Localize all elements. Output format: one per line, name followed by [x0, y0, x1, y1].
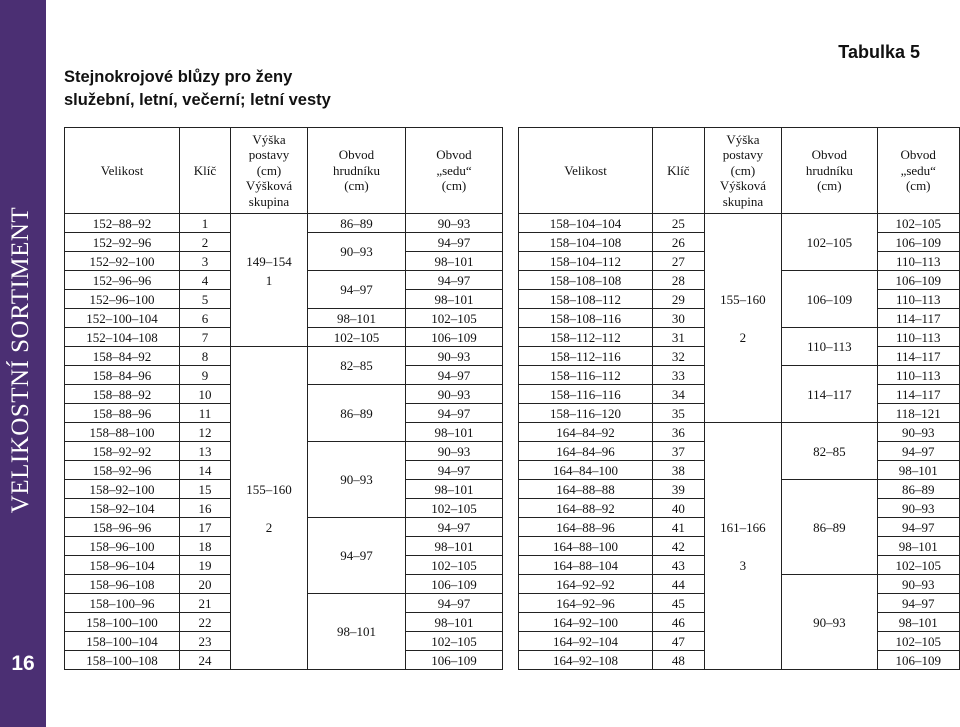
table-row: [65, 575, 503, 594]
vyska-cell: [231, 366, 308, 385]
size-table-left: [64, 127, 503, 670]
side-title: VELIKOSTNÍ SORTIMENT: [7, 206, 34, 514]
klic-cell: 16: [180, 499, 231, 518]
table-row: [519, 632, 960, 651]
header-row: [519, 128, 960, 214]
velikost-cell: 158–116–112: [519, 366, 653, 385]
velikost-cell: 158–92–100: [65, 480, 180, 499]
table-row: [519, 461, 960, 480]
klic-cell: 22: [180, 613, 231, 632]
velikost-cell: 164–92–104: [519, 632, 653, 651]
hrudnik-cell: 102–105: [308, 328, 406, 347]
table-row: [65, 404, 503, 423]
sed-cell: 90–93: [406, 347, 503, 366]
hrudnik-cell: 82–85: [308, 347, 406, 385]
sed-cell: 98–101: [877, 537, 960, 556]
vyska-cell: [231, 613, 308, 632]
sed-cell: 114–117: [877, 385, 960, 404]
velikost-cell: 158–108–112: [519, 290, 653, 309]
velikost-cell: 164–92–96: [519, 594, 653, 613]
klic-cell: 4: [180, 271, 231, 290]
table-row: [65, 480, 503, 499]
velikost-cell: 158–96–100: [65, 537, 180, 556]
table-row: [65, 309, 503, 328]
header-row: [65, 128, 503, 214]
vyska-cell: [231, 499, 308, 518]
vyska-cell: [704, 366, 782, 385]
sed-cell: 90–93: [877, 423, 960, 442]
table-row: [65, 347, 503, 366]
sed-cell: 102–105: [406, 309, 503, 328]
sed-cell: 90–93: [877, 499, 960, 518]
sed-cell: 90–93: [406, 442, 503, 461]
vyska-cell: [231, 309, 308, 328]
vyska-cell: [704, 309, 782, 328]
velikost-cell: 158–96–104: [65, 556, 180, 575]
vyska-cell: [231, 404, 308, 423]
table-row: [519, 442, 960, 461]
sed-cell: 106–109: [877, 233, 960, 252]
hrudnik-cell: 98–101: [308, 594, 406, 670]
velikost-cell: 164–84–100: [519, 461, 653, 480]
hrudnik-cell: 94–97: [308, 518, 406, 594]
sed-cell: 98–101: [406, 252, 503, 271]
sed-cell: 98–101: [406, 537, 503, 556]
hrudnik-cell: 106–109: [782, 271, 877, 328]
vyska-cell: [231, 385, 308, 404]
sed-cell: 94–97: [406, 594, 503, 613]
velikost-cell: 158–96–108: [65, 575, 180, 594]
velikost-cell: 158–92–92: [65, 442, 180, 461]
table-row: [65, 214, 503, 233]
heading-line-1: Stejnokrojové blůzy pro ženy: [64, 68, 293, 86]
velikost-cell: 152–100–104: [65, 309, 180, 328]
sed-cell: 118–121: [877, 404, 960, 423]
klic-cell: 10: [180, 385, 231, 404]
table-row: [65, 499, 503, 518]
table-row: [519, 613, 960, 632]
hrudnik-cell: 82–85: [782, 423, 877, 480]
sed-cell: 90–93: [877, 575, 960, 594]
klic-cell: 33: [653, 366, 705, 385]
klic-cell: 44: [653, 575, 705, 594]
sed-cell: 102–105: [406, 632, 503, 651]
velikost-cell: 158–108–108: [519, 271, 653, 290]
velikost-cell: 152–92–96: [65, 233, 180, 252]
vyska-cell: [704, 613, 782, 632]
vyska-cell: [704, 385, 782, 404]
vyska-cell: [231, 575, 308, 594]
velikost-cell: 158–100–96: [65, 594, 180, 613]
klic-cell: 24: [180, 651, 231, 670]
vyska-cell: [231, 651, 308, 670]
velikost-cell: 164–92–92: [519, 575, 653, 594]
table-row: [65, 556, 503, 575]
sed-cell: 94–97: [406, 271, 503, 290]
klic-cell: 21: [180, 594, 231, 613]
table-row: [65, 252, 503, 271]
vyska-cell: [704, 632, 782, 651]
sed-cell: 94–97: [877, 594, 960, 613]
vyska-cell: [231, 347, 308, 366]
sed-cell: 102–105: [406, 499, 503, 518]
vyska-range: 155–160: [231, 480, 308, 499]
table-row: [519, 499, 960, 518]
klic-cell: 15: [180, 480, 231, 499]
table-row: [519, 423, 960, 442]
table-row: [519, 480, 960, 499]
sed-cell: 94–97: [406, 461, 503, 480]
velikost-cell: 152–104–108: [65, 328, 180, 347]
velikost-cell: 164–88–100: [519, 537, 653, 556]
vyska-cell: [704, 594, 782, 613]
klic-cell: 32: [653, 347, 705, 366]
klic-cell: 40: [653, 499, 705, 518]
velikost-cell: 158–100–108: [65, 651, 180, 670]
table-row: [65, 442, 503, 461]
klic-cell: 28: [653, 271, 705, 290]
table-row: [65, 233, 503, 252]
velikost-cell: 164–92–100: [519, 613, 653, 632]
vyska-cell: [704, 404, 782, 423]
vyska-cell: [704, 575, 782, 594]
velikost-cell: 164–88–88: [519, 480, 653, 499]
side-bar: [0, 0, 46, 727]
vyska-skupina: 3: [704, 556, 782, 575]
vyska-cell: [704, 271, 782, 290]
table-row: [519, 651, 960, 670]
table-row: [519, 233, 960, 252]
vyska-cell: [231, 556, 308, 575]
table-row: [65, 328, 503, 347]
velikost-cell: 152–96–96: [65, 271, 180, 290]
klic-cell: 7: [180, 328, 231, 347]
klic-cell: 12: [180, 423, 231, 442]
sed-cell: 102–105: [877, 214, 960, 233]
klic-cell: 23: [180, 632, 231, 651]
hrudnik-cell: 98–101: [308, 309, 406, 328]
klic-cell: 45: [653, 594, 705, 613]
sed-cell: 94–97: [406, 518, 503, 537]
sed-cell: 98–101: [877, 613, 960, 632]
vyska-cell: [231, 423, 308, 442]
klic-cell: 9: [180, 366, 231, 385]
klic-cell: 29: [653, 290, 705, 309]
klic-cell: 30: [653, 309, 705, 328]
vyska-cell: [704, 347, 782, 366]
header-klic: Klíč: [180, 128, 231, 214]
vyska-cell: [704, 499, 782, 518]
velikost-cell: 158–116–120: [519, 404, 653, 423]
sed-cell: 110–113: [877, 328, 960, 347]
vyska-cell: [704, 214, 782, 233]
table-row: [519, 404, 960, 423]
klic-cell: 19: [180, 556, 231, 575]
velikost-cell: 158–116–116: [519, 385, 653, 404]
klic-cell: 46: [653, 613, 705, 632]
velikost-cell: 158–88–96: [65, 404, 180, 423]
page-number: 16: [11, 652, 35, 675]
velikost-cell: 164–84–96: [519, 442, 653, 461]
sed-cell: 106–109: [406, 575, 503, 594]
klic-cell: 39: [653, 480, 705, 499]
sed-cell: 102–105: [877, 632, 960, 651]
hrudnik-cell: 86–89: [308, 385, 406, 442]
header-velikost: Velikost: [65, 128, 180, 214]
sed-cell: 86–89: [877, 480, 960, 499]
table-label: Tabulka 5: [838, 42, 920, 62]
header-vyska: Výška postavy (cm) Výšková skupina: [704, 128, 782, 214]
sed-cell: 94–97: [406, 404, 503, 423]
vyska-cell: [231, 214, 308, 233]
vyska-cell: [231, 328, 308, 347]
table-row: [65, 651, 503, 670]
velikost-cell: 164–88–104: [519, 556, 653, 575]
velikost-cell: 158–96–96: [65, 518, 180, 537]
vyska-skupina: 2: [231, 518, 308, 537]
sed-cell: 98–101: [406, 480, 503, 499]
klic-cell: 25: [653, 214, 705, 233]
table-row: [65, 461, 503, 480]
sed-cell: 98–101: [406, 613, 503, 632]
table-row: [65, 613, 503, 632]
klic-cell: 31: [653, 328, 705, 347]
sed-cell: 114–117: [877, 347, 960, 366]
velikost-cell: 158–100–104: [65, 632, 180, 651]
table-row: [519, 594, 960, 613]
heading: [64, 66, 331, 112]
vyska-cell: [231, 442, 308, 461]
hrudnik-cell: 114–117: [782, 366, 877, 423]
sed-cell: 90–93: [406, 385, 503, 404]
header-vyska: Výška postavy (cm) Výšková skupina: [231, 128, 308, 214]
table-row: [65, 385, 503, 404]
sed-cell: 90–93: [406, 214, 503, 233]
velikost-cell: 158–104–108: [519, 233, 653, 252]
table-row: [519, 347, 960, 366]
sed-cell: 98–101: [877, 461, 960, 480]
table-row: [65, 366, 503, 385]
table-row: [519, 537, 960, 556]
velikost-cell: 152–88–92: [65, 214, 180, 233]
vyska-skupina: 2: [704, 328, 782, 347]
table-row: [65, 271, 503, 290]
velikost-cell: 158–108–116: [519, 309, 653, 328]
velikost-cell: 152–92–100: [65, 252, 180, 271]
header-sed: Obvod „sedu“ (cm): [877, 128, 960, 214]
klic-cell: 38: [653, 461, 705, 480]
vyska-cell: [231, 233, 308, 252]
klic-cell: 2: [180, 233, 231, 252]
vyska-cell: [704, 252, 782, 271]
klic-cell: 18: [180, 537, 231, 556]
vyska-cell: [704, 651, 782, 670]
table-row: [519, 290, 960, 309]
velikost-cell: 164–88–92: [519, 499, 653, 518]
vyska-cell: [704, 423, 782, 442]
sed-cell: 94–97: [406, 233, 503, 252]
table-row: [519, 366, 960, 385]
vyska-cell: [704, 233, 782, 252]
klic-cell: 48: [653, 651, 705, 670]
table-row: [65, 423, 503, 442]
vyska-cell: [704, 480, 782, 499]
table-row: [65, 518, 503, 537]
velikost-cell: 158–104–104: [519, 214, 653, 233]
klic-cell: 11: [180, 404, 231, 423]
vyska-cell: [231, 632, 308, 651]
klic-cell: 6: [180, 309, 231, 328]
vyska-cell: [231, 461, 308, 480]
klic-cell: 13: [180, 442, 231, 461]
table-row: [65, 632, 503, 651]
sed-cell: 106–109: [877, 271, 960, 290]
table-row: [519, 556, 960, 575]
table-row: [519, 271, 960, 290]
table-row: [65, 537, 503, 556]
velikost-cell: 164–88–96: [519, 518, 653, 537]
klic-cell: 34: [653, 385, 705, 404]
hrudnik-cell: 102–105: [782, 214, 877, 271]
header-klic: Klíč: [653, 128, 705, 214]
klic-cell: 43: [653, 556, 705, 575]
sed-cell: 114–117: [877, 309, 960, 328]
hrudnik-cell: 94–97: [308, 271, 406, 309]
vyska-cell: [704, 442, 782, 461]
velikost-cell: 158–112–116: [519, 347, 653, 366]
hrudnik-cell: 86–89: [782, 480, 877, 575]
klic-cell: 36: [653, 423, 705, 442]
velikost-cell: 158–84–96: [65, 366, 180, 385]
klic-cell: 27: [653, 252, 705, 271]
hrudnik-cell: 90–93: [308, 442, 406, 518]
vyska-cell: [231, 594, 308, 613]
heading-line-2: služební, letní, večerní; letní vesty: [64, 91, 331, 109]
sed-cell: 106–109: [877, 651, 960, 670]
table-row: [65, 290, 503, 309]
sed-cell: 94–97: [877, 442, 960, 461]
hrudnik-cell: 86–89: [308, 214, 406, 233]
klic-cell: 41: [653, 518, 705, 537]
klic-cell: 35: [653, 404, 705, 423]
velikost-cell: 158–88–92: [65, 385, 180, 404]
velikost-cell: 158–84–92: [65, 347, 180, 366]
klic-cell: 20: [180, 575, 231, 594]
sed-cell: 102–105: [877, 556, 960, 575]
klic-cell: 42: [653, 537, 705, 556]
velikost-cell: 158–104–112: [519, 252, 653, 271]
size-table-right: [518, 127, 960, 670]
table-row: [65, 594, 503, 613]
klic-cell: 26: [653, 233, 705, 252]
table-row: [519, 518, 960, 537]
header-sed: Obvod „sedu“ (cm): [406, 128, 503, 214]
header-hrudnik: Obvod hrudníku (cm): [782, 128, 877, 214]
vyska-range: 155–160: [704, 290, 782, 309]
table-row: [519, 328, 960, 347]
velikost-cell: 152–96–100: [65, 290, 180, 309]
table-row: [519, 309, 960, 328]
header-velikost: Velikost: [519, 128, 653, 214]
velikost-cell: 164–92–108: [519, 651, 653, 670]
klic-cell: 8: [180, 347, 231, 366]
sed-cell: 106–109: [406, 651, 503, 670]
vyska-range: 161–166: [704, 518, 782, 537]
sed-cell: 110–113: [877, 252, 960, 271]
vyska-cell: [231, 537, 308, 556]
table-row: [519, 385, 960, 404]
table-row: [519, 214, 960, 233]
sed-cell: 94–97: [877, 518, 960, 537]
klic-cell: 37: [653, 442, 705, 461]
velikost-cell: 158–100–100: [65, 613, 180, 632]
hrudnik-cell: 90–93: [782, 575, 877, 670]
velikost-cell: 158–92–96: [65, 461, 180, 480]
sed-cell: 102–105: [406, 556, 503, 575]
vyska-cell: [231, 290, 308, 309]
sed-cell: 110–113: [877, 366, 960, 385]
table-row: [519, 575, 960, 594]
hrudnik-cell: 110–113: [782, 328, 877, 366]
klic-cell: 17: [180, 518, 231, 537]
vyska-skupina: 1: [231, 271, 308, 290]
klic-cell: 47: [653, 632, 705, 651]
velikost-cell: 164–84–92: [519, 423, 653, 442]
sed-cell: 106–109: [406, 328, 503, 347]
velikost-cell: 158–88–100: [65, 423, 180, 442]
sed-cell: 98–101: [406, 290, 503, 309]
velikost-cell: 158–112–112: [519, 328, 653, 347]
klic-cell: 5: [180, 290, 231, 309]
klic-cell: 3: [180, 252, 231, 271]
hrudnik-cell: 90–93: [308, 233, 406, 271]
vyska-cell: [704, 537, 782, 556]
vyska-cell: [704, 461, 782, 480]
vyska-range: 149–154: [231, 252, 308, 271]
sed-cell: 98–101: [406, 423, 503, 442]
sed-cell: 94–97: [406, 366, 503, 385]
velikost-cell: 158–92–104: [65, 499, 180, 518]
klic-cell: 14: [180, 461, 231, 480]
klic-cell: 1: [180, 214, 231, 233]
header-hrudnik: Obvod hrudníku (cm): [308, 128, 406, 214]
sed-cell: 110–113: [877, 290, 960, 309]
table-row: [519, 252, 960, 271]
